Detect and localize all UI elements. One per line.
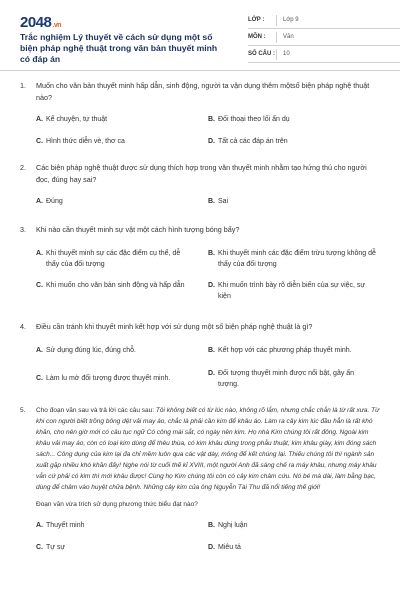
option-c[interactable] [36,136,206,147]
option-text: Nghị luận [218,522,248,529]
meta-value: Lớp 9 [283,17,299,23]
meta-label: MÔN : [248,34,266,40]
site-logo[interactable] [20,14,61,31]
meta-value: 10 [283,51,290,57]
option-a[interactable] [36,345,206,356]
header-divider [0,70,400,71]
option-a[interactable] [36,248,186,270]
question-number: 5. [20,407,26,414]
question-number: 3. [20,225,26,234]
meta-row-count [248,46,400,63]
meta-divider [276,49,277,60]
option-b[interactable] [208,520,378,531]
option-c[interactable] [36,280,186,291]
option-text: Kể chuyện, tự thuật [46,116,108,123]
option-text: Thuyết minh [46,522,85,529]
option-letter: C. [36,544,43,551]
option-letter: D. [208,370,215,377]
option-letter: B. [208,116,215,123]
option-text: Sai [218,198,229,205]
option-letter: A. [36,198,43,205]
meta-row-subject [248,29,400,46]
option-letter: C. [36,375,43,382]
option-c[interactable] [36,542,206,553]
question-passage: Tôi không biết có từ lúc nào, không rõ lắm, nhưng chắc chắn là từ rất xưa. Từ khi con người biết trồng bông dệt vải may áo, chắc là phải cần kim để khâu áo. Làm ra cây kim lúc đầu hẳn là rất khó khăn, cho nên giờ mới có câu tục ngữ Có công mài sắt, có ngày nên kim. Họ nhà Kim chúng tôi rất đông. Ngoài kim khâu vải may áo, còn có loại kim dùng để thêu thùa, có kim khâu dùng trong phẫu thuật, kim khâu giày, kim đóng sách sách... Công dụng của kim lại đa chỉ mềm luôn qua các vật dày, mỏng để kết chúng lại. Thiếu chúng tôi thì ngành sản xuất gặp nhiều khó khăn đấy! Nghe nói từ cuối thế kỉ XVIII, một người Anh đã sáng chế ra máy khâu, nhưng máy khâu vẫn cứ phải có kim thì mới khâu được! Cùng họ Kim chúng tôi còn có cây kim châm cứu. Nó bé mà dài, làm bằng bạc, dùng để châm vào huyệt chữa bệnh. Những cây kim của ông Nguyễn Tài Thu đã nổi tiếng thế giới! [36,407,380,491]
option-letter: B. [208,347,215,354]
page-title: Trắc nghiệm Lý thuyết về cách sử dụng một số biện pháp nghệ thuật trong văn bản thuyết minh có đáp án [20,32,218,64]
option-text: Đúng [46,198,63,205]
option-a[interactable] [36,520,206,531]
question-1 [20,80,380,148]
meta-label: LỚP : [248,17,265,23]
question-text: Các biện pháp nghệ thuật được sử dụng thích hợp trong văn thuyết minh nhằm tạo hứng thú cho người đọc, đúng hay sai? [36,163,367,184]
header [20,0,380,62]
meta-row-grade [248,12,400,29]
logo-text: 2048 [20,14,52,31]
question-text: Muốn cho văn bản thuyết minh hấp dẫn, sinh động, người ta vận dụng thêm mộtsố biện pháp nghệ thuật nào? [36,81,370,102]
option-text: Khi thuyết minh các đặc điểm trừu tượng không dễ thấy của đối tượng [218,250,376,268]
option-letter: C. [36,138,43,145]
question-2 [20,162,380,210]
option-b[interactable] [208,114,378,125]
question-3 [20,224,380,312]
option-d[interactable] [208,280,368,302]
answer-options [36,186,380,210]
option-text: Đối thoại theo lối ẩn dụ [218,116,290,123]
option-b[interactable] [208,345,380,356]
logo-suffix: .vn [52,22,61,29]
option-letter: C. [36,282,43,289]
question-passage-block [36,405,380,493]
option-letter: A. [36,116,43,123]
option-d[interactable] [208,136,378,147]
option-d[interactable] [208,368,368,390]
option-text: Tất cả các đáp án trên [218,138,288,145]
option-text: Khi muốn cho văn bản sinh động và hấp dẫn [46,282,185,289]
option-letter: A. [36,522,43,529]
option-letter: B. [208,522,215,529]
option-letter: B. [208,250,215,257]
option-c[interactable] [36,373,206,384]
option-text: Khi thuyết minh sự các đặc điểm cụ thể, dễ thấy của đối tượng [46,250,181,268]
option-letter: D. [208,282,215,289]
question-number: 2. [20,163,26,172]
option-text: Hình thức diễn vè, thơ ca [46,138,125,145]
meta-divider [276,15,277,26]
question-number: 4. [20,322,26,331]
question-4 [20,321,380,399]
meta-label: SỐ CÂU : [248,51,275,57]
option-b[interactable] [208,248,378,270]
meta-divider [276,32,277,43]
option-text: Kết hợp với các phương pháp thuyết minh. [218,347,352,354]
option-letter: A. [36,250,43,257]
option-text: Tự sự [46,544,66,551]
answer-options [36,510,380,554]
option-letter: A. [36,347,43,354]
answer-options [36,104,380,148]
option-a[interactable] [36,196,206,207]
option-text: Làm lu mờ đối tượng được thuyết minh. [46,375,171,382]
question-text: Điều cần tránh khi thuyết minh kết hợp với sử dụng một số biện pháp nghệ thuật là gì? [36,322,313,331]
option-letter: B. [208,198,215,205]
question-5 [20,405,380,554]
option-b[interactable] [208,196,378,207]
option-text: Sử dụng đúng lúc, đúng chỗ. [46,347,136,354]
question-intro: Cho đoạn văn sau và trả lời các câu sau: [36,407,155,414]
question-text: Đoạn văn vừa trích sử dụng phương thức biểu đạt nào? [36,501,198,508]
question-number: 1. [20,81,26,90]
option-text: Đối tượng thuyết minh được nổi bật, gây ấn tượng. [218,370,355,388]
option-text: Miêu tả [218,544,241,551]
option-text: Khi muốn trình bày rõ diễn biến của sự việc, sự kiện [218,282,366,300]
meta-value: Văn [283,34,294,40]
question-text: Khi nào cần thuyết minh sự vật một cách hình tượng bóng bẩy? [36,225,240,234]
answer-options [36,236,380,312]
option-letter: D. [208,544,215,551]
option-letter: D. [208,138,215,145]
option-a[interactable] [36,114,206,125]
option-d[interactable] [208,542,378,553]
meta-box [248,12,400,63]
answer-options [36,333,380,399]
